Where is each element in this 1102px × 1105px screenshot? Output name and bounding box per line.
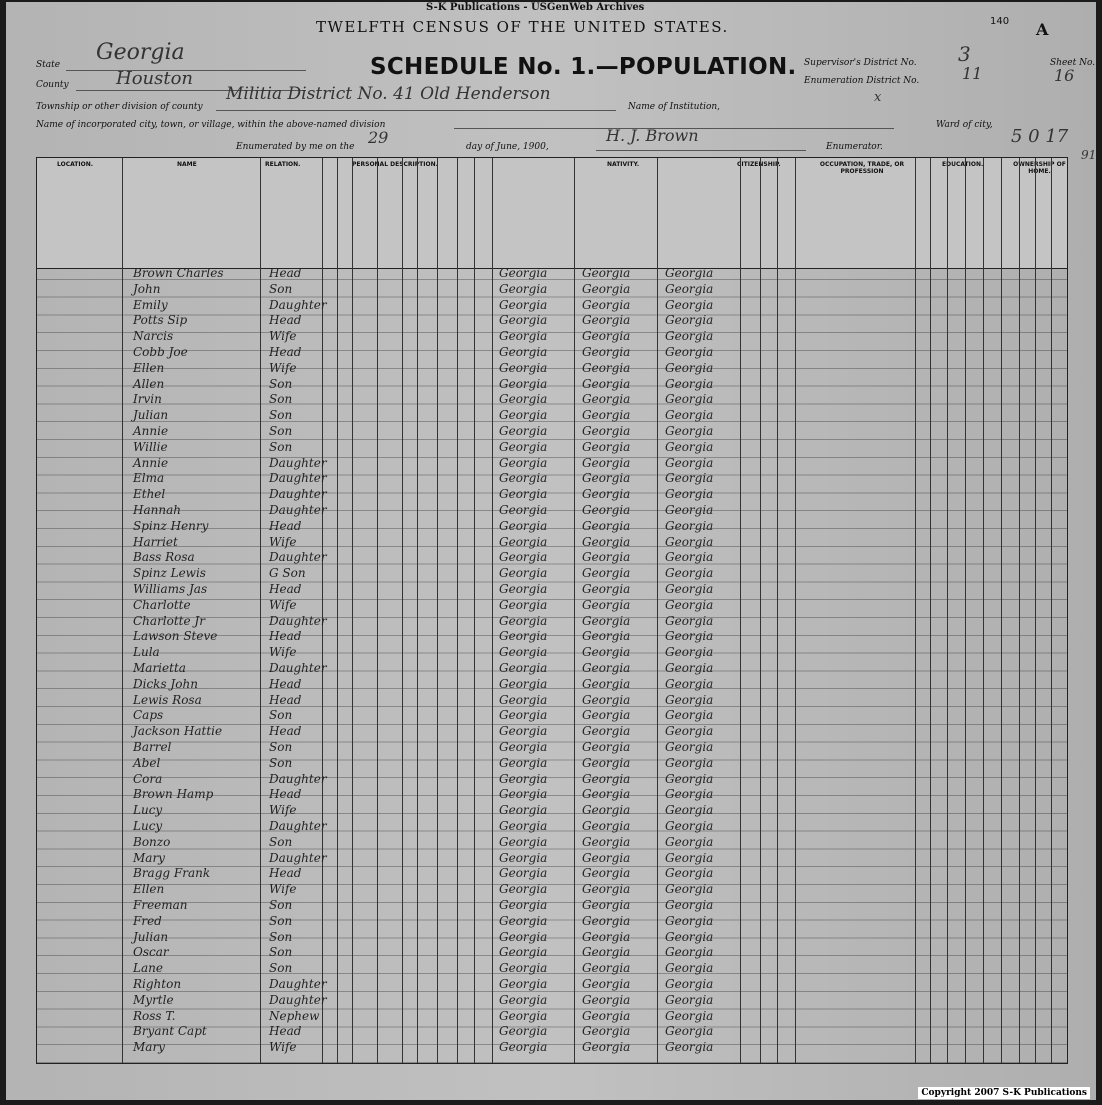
entry-birthplace: Georgia [499,439,548,454]
entry-father-birthplace: Georgia [582,518,631,533]
entry-father-birthplace: Georgia [582,392,631,407]
entry-father-birthplace: Georgia [582,645,631,660]
entry-birthplace: Georgia [499,929,548,944]
copyright-notice: Copyright 2007 S-K Publications [918,1087,1090,1099]
entry-relation: Daughter [269,661,327,675]
entry-birthplace: Georgia [499,266,548,280]
entry-mother-birthplace: Georgia [665,297,714,312]
entry-birthplace: Georgia [499,566,548,581]
page-letter: A [1036,20,1049,39]
entry-father-birthplace: Georgia [582,439,631,454]
entry-mother-birthplace: Georgia [665,313,714,328]
entry-relation: Wife [269,329,297,344]
entry-name: Brown Charles [133,266,224,280]
entry-father-birthplace: Georgia [582,534,631,549]
entry-father-birthplace: Georgia [582,961,631,976]
entry-mother-birthplace: Georgia [665,708,714,723]
entry-birthplace: Georgia [499,297,548,312]
entry-birthplace: Georgia [499,692,548,707]
entry-relation: Wife [269,1040,297,1055]
entry-father-birthplace: Georgia [582,676,631,691]
entry-birthplace: Georgia [499,661,548,675]
entry-name: Williams Jas [133,582,208,596]
entry-name: Narcis [133,329,174,344]
enumerator-name: H. J. Brown [606,126,699,145]
entry-father-birthplace: Georgia [582,755,631,770]
enumeration-value: 11 [962,64,983,83]
entry-name: Lane [133,961,163,976]
entry-name: Lawson Steve [133,629,218,644]
entry-birthplace: Georgia [499,755,548,770]
entry-father-birthplace: Georgia [582,803,631,818]
entry-mother-birthplace: Georgia [665,360,714,375]
entry-name: Harriet [133,534,178,549]
census-title: TWELFTH CENSUS OF THE UNITED STATES. [316,18,729,36]
entry-name: Myrtle [133,992,174,1007]
entry-name: Julian [133,408,169,423]
entry-father-birthplace: Georgia [582,281,631,296]
entry-name: Barrel [133,740,172,754]
header-relation: RELATION. [265,161,301,168]
entry-father-birthplace: Georgia [582,503,631,517]
entry-father-birthplace: Georgia [582,724,631,739]
entry-birthplace: Georgia [499,408,548,423]
entry-father-birthplace: Georgia [582,708,631,723]
entry-mother-birthplace: Georgia [665,787,714,802]
entry-father-birthplace: Georgia [582,471,631,486]
publisher-line: S-K Publications - USGenWeb Archives [426,2,645,13]
entry-father-birthplace: Georgia [582,1040,631,1055]
header-ownership: OWNERSHIP OF HOME. [1013,161,1066,175]
census-table [36,157,1068,1064]
entry-name: Oscar [133,945,169,960]
entry-name: Caps [133,708,164,723]
entry-father-birthplace: Georgia [582,408,631,423]
entry-name: Jackson Hattie [133,724,223,739]
entry-mother-birthplace: Georgia [665,345,714,359]
header-occupation: OCCUPATION, TRADE, OR PROFESSION [819,161,905,175]
entry-father-birthplace: Georgia [582,929,631,944]
entry-name: Ellen [133,360,165,375]
entry-relation: Head [269,582,302,596]
entry-name: Abel [133,755,161,770]
entry-relation: Son [269,834,293,849]
entry-name: Lula [133,645,160,660]
entry-relation: Wife [269,803,297,818]
entry-relation: Son [269,439,293,454]
entry-birthplace: Georgia [499,1024,548,1039]
state-value: Georgia [96,40,185,65]
incorporated-label: Name of incorporated city, town, or village, within the above-named division [36,120,386,130]
entry-relation: Daughter [269,455,327,470]
entry-relation: Daughter [269,550,327,565]
entry-father-birthplace: Georgia [582,345,631,359]
entry-name: Ross T. [133,1008,176,1023]
entry-mother-birthplace: Georgia [665,518,714,533]
entry-name: Mary [133,1040,165,1055]
entry-birthplace: Georgia [499,771,548,786]
entry-birthplace: Georgia [499,945,548,960]
entry-relation: Daughter [269,771,327,786]
entry-relation: Head [269,787,302,802]
entry-name: Lucy [133,803,163,818]
entry-mother-birthplace: Georgia [665,866,714,881]
entry-mother-birthplace: Georgia [665,392,714,407]
entry-name: Spinz Lewis [133,566,206,581]
township-value: Militia District No. 41 Old Henderson [226,84,551,104]
entry-birthplace: Georgia [499,708,548,723]
entry-father-birthplace: Georgia [582,313,631,328]
entry-name: Cobb Joe [133,345,188,359]
entry-name: Spinz Henry [133,518,209,533]
entry-name: Hannah [133,503,181,517]
entry-mother-birthplace: Georgia [665,1024,714,1039]
entry-name: Emily [133,297,168,312]
entry-father-birthplace: Georgia [582,740,631,754]
margin-number: 5 0 17 [1011,126,1069,147]
entry-birthplace: Georgia [499,819,548,833]
entry-relation: Daughter [269,503,327,517]
entry-name: Freeman [133,898,188,912]
entry-father-birthplace: Georgia [582,329,631,344]
entry-birthplace: Georgia [499,313,548,328]
entry-relation: Son [269,929,293,944]
entry-name: Annie [133,424,169,438]
entry-birthplace: Georgia [499,550,548,565]
entry-birthplace: Georgia [499,281,548,296]
entry-father-birthplace: Georgia [582,945,631,960]
entry-mother-birthplace: Georgia [665,740,714,754]
entry-mother-birthplace: Georgia [665,724,714,739]
header-name: NAME [177,161,197,168]
entry-mother-birthplace: Georgia [665,408,714,423]
entry-birthplace: Georgia [499,882,548,897]
entry-birthplace: Georgia [499,329,548,344]
entry-birthplace: Georgia [499,424,548,438]
entry-father-birthplace: Georgia [582,898,631,912]
entry-birthplace: Georgia [499,518,548,533]
entry-relation: Head [269,629,302,644]
enumeration-label: Enumeration District No. [804,76,920,86]
entry-mother-birthplace: Georgia [665,898,714,912]
entry-relation: Daughter [269,613,327,628]
entry-mother-birthplace: Georgia [665,771,714,786]
header-nativity: NATIVITY. [607,161,640,168]
entry-father-birthplace: Georgia [582,850,631,865]
entry-relation: Son [269,945,293,960]
entry-relation: Son [269,408,293,423]
entry-relation: Head [269,266,302,280]
entry-mother-birthplace: Georgia [665,803,714,818]
entry-relation: Wife [269,360,297,375]
entry-mother-birthplace: Georgia [665,613,714,628]
entry-birthplace: Georgia [499,503,548,517]
entry-father-birthplace: Georgia [582,266,631,280]
entry-relation: Head [269,724,302,739]
entry-birthplace: Georgia [499,898,548,912]
entry-name: Annie [133,455,169,470]
entry-mother-birthplace: Georgia [665,566,714,581]
column-headers [37,158,1067,269]
schedule-title: SCHEDULE No. 1.—POPULATION. [370,54,797,80]
entry-name: Potts Sip [133,313,188,328]
entry-relation: Daughter [269,819,327,833]
entry-relation: Wife [269,645,297,660]
entry-birthplace: Georgia [499,455,548,470]
entry-father-birthplace: Georgia [582,566,631,581]
entry-relation: Nephew [269,1008,320,1023]
entry-mother-birthplace: Georgia [665,755,714,770]
entry-birthplace: Georgia [499,977,548,991]
entry-mother-birthplace: Georgia [665,629,714,644]
entry-name: John [133,281,161,296]
entry-father-birthplace: Georgia [582,297,631,312]
entry-relation: Daughter [269,297,327,312]
entry-name: Bragg Frank [133,866,211,881]
entry-mother-birthplace: Georgia [665,471,714,486]
sheet-value: 16 [1054,66,1075,85]
entry-relation: Head [269,1024,302,1039]
entry-father-birthplace: Georgia [582,1008,631,1023]
entry-relation: Son [269,424,293,438]
entry-mother-birthplace: Georgia [665,439,714,454]
entry-relation: Son [269,376,293,391]
entry-father-birthplace: Georgia [582,771,631,786]
entry-mother-birthplace: Georgia [665,645,714,660]
entry-relation: Head [269,676,302,691]
entry-mother-birthplace: Georgia [665,882,714,897]
entry-relation: Son [269,913,293,928]
entry-father-birthplace: Georgia [582,582,631,596]
entry-relation: Head [269,692,302,707]
entry-mother-birthplace: Georgia [665,1008,714,1023]
entry-name: Ethel [133,487,166,502]
entry-birthplace: Georgia [499,724,548,739]
entry-name: Bass Rosa [133,550,195,565]
entry-mother-birthplace: Georgia [665,455,714,470]
entry-father-birthplace: Georgia [582,866,631,881]
entry-relation: Daughter [269,850,327,865]
entry-father-birthplace: Georgia [582,487,631,502]
entry-birthplace: Georgia [499,534,548,549]
ward-label: Ward of city, [936,120,993,130]
entry-name: Bonzo [133,834,171,849]
entry-mother-birthplace: Georgia [665,424,714,438]
entry-father-birthplace: Georgia [582,550,631,565]
entry-name: Mary [133,850,165,865]
entry-name: Elma [133,471,165,486]
entry-mother-birthplace: Georgia [665,992,714,1007]
entry-mother-birthplace: Georgia [665,834,714,849]
entry-name: Allen [133,376,165,391]
entry-mother-birthplace: Georgia [665,977,714,991]
header-citizenship: CITIZENSHIP. [737,161,781,168]
state-label: State [36,60,61,70]
entry-father-birthplace: Georgia [582,913,631,928]
entry-mother-birthplace: Georgia [665,376,714,391]
entry-relation: Head [269,345,302,359]
entry-birthplace: Georgia [499,913,548,928]
entry-birthplace: Georgia [499,787,548,802]
census-sheet: S-K Publications - USGenWeb Archives TWELFTH CENSUS OF THE UNITED STATES. 140 A SCHEDULE No. 1.—POPULATION. State Georgia County Houston Township or other division of county Militia District No. 41 Old Henderson Name of Institution, Name of incorporated city, town, or village, within the above-named division x Ward of city, Enumerated by me on the 29 day of June, 1900, H. J. Brown Enumerator. Supervisor's District No. 3 Enumeration District No. 11 Sheet No. 16 5 0 17 91 LOCATION. NAME RELATION. PERSONAL DESCRIPTION. NATIVITY. CITIZENSHIP. OCCUPATION, TRADE, OR PROFESSION EDUCATION. OWNERSHIP OF HOME. Brown Charles Head Georgia Georgia Georgia John Son Georgia Georgia Georgia Emily Daughter Georgia Georgia Georgia Potts Sip Head Georgia Georgia Georgia Narcis Wife Georgia Georgia Georgia Cobb Joe Head Georgia Georgia Georgia Ellen Wife Georgia Georgia Georgia Allen Son Georgia Georgia Georgia Irvin Son Georgia Georgia Georgia Julian Son Georgia Georgia Georgia Annie Son Georgia Georgia Georgia Willie Son Georgia Georgia Georgia Annie Daughter Georgia Georgia Georgia Elma Daughter Georgia Georgia Georgia Ethel Daughter Georgia Georgia Georgia Hannah Daughter Georgia Georgia Georgia Spinz Henry Head Georgia Georgia Georgia Harriet Wife Georgia Georgia Georgia Bass Rosa Daughter Georgia Georgia Georgia Spinz Lewis G Son Georgia Georgia Georgia Williams Jas Head Georgia Georgia Georgia Charlotte Wife Georgia Georgia Georgia Charlotte Jr Daughter Georgia Georgia Georgia Lawson Steve Head Georgia Georgia Georgia Lula Wife Georgia Georgia Georgia Marietta Daughter Georgia Georgia Georgia Dicks John Head Georgia Georgia Georgia Lewis Rosa Head Georgia Georgia Georgia Caps Son Georgia Georgia Georgia Jackson Hattie Head Georgia Georgia Georgia Barrel Son Georgia Georgia Georgia Abel Son Georgia Georgia Georgia Cora Daughter Georgia Georgia Georgia Brown Hamp Head Georgia Georgia Georgia Lucy Wife Georgia Georgia Georgia Lucy Daughter Georgia Georgia Georgia Bonzo Son Georgia Georgia Georgia Mary Daughter Georgia Georgia Georgia Bragg Frank Head Georgia Georgia Georgia Ellen Wife Georgia Georgia Georgia Freeman Son Georgia Georgia Georgia Fred Son Georgia Georgia Georgia Julian Son Georgia Georgia Georgia Oscar Son Georgia Georgia Georgia Lane Son Georgia Georgia Georgia Righton Daughter Georgia Georgia Georgia Myrtle Daughter Georgia Georgia Georgia Ross T. Nephew Georgia Georgia Georgia Bryant Capt Head Georgia Georgia Georgia Mary Wife Georgia Georgia Georgia Copyright 2007 S-K Publications [6,2,1096,1100]
entry-mother-birthplace: Georgia [665,550,714,565]
entry-birthplace: Georgia [499,487,548,502]
entry-mother-birthplace: Georgia [665,945,714,960]
entry-birthplace: Georgia [499,992,548,1007]
entry-father-birthplace: Georgia [582,819,631,833]
entry-mother-birthplace: Georgia [665,850,714,865]
entry-birthplace: Georgia [499,645,548,660]
entry-birthplace: Georgia [499,392,548,407]
supervisor-label: Supervisor's District No. [804,58,917,68]
entry-mother-birthplace: Georgia [665,819,714,833]
entry-mother-birthplace: Georgia [665,582,714,596]
entry-name: Irvin [133,392,162,407]
day-of-label: day of June, 1900, [466,142,549,152]
entry-birthplace: Georgia [499,676,548,691]
page-number: 140 [990,16,1010,27]
entry-birthplace: Georgia [499,803,548,818]
entry-mother-birthplace: Georgia [665,676,714,691]
entry-name: Bryant Capt [133,1024,207,1039]
entry-name: Cora [133,771,163,786]
header-education: EDUCATION. [942,161,984,168]
enumerated-label: Enumerated by me on the [236,142,355,152]
entry-relation: Son [269,898,293,912]
entry-name: Righton [133,977,182,991]
entry-relation: Head [269,866,302,881]
entry-relation: Daughter [269,992,327,1007]
supervisor-value: 3 [958,42,971,66]
entry-mother-birthplace: Georgia [665,692,714,707]
entry-relation: Wife [269,882,297,897]
entry-mother-birthplace: Georgia [665,329,714,344]
entry-relation: Head [269,313,302,328]
entry-birthplace: Georgia [499,961,548,976]
entry-relation: Daughter [269,977,327,991]
entry-birthplace: Georgia [499,597,548,612]
entry-father-birthplace: Georgia [582,977,631,991]
entry-mother-birthplace: Georgia [665,913,714,928]
entry-relation: Wife [269,597,297,612]
entry-father-birthplace: Georgia [582,661,631,675]
entry-name: Willie [133,439,168,454]
entry-mother-birthplace: Georgia [665,534,714,549]
entry-name: Dicks John [133,676,198,691]
entry-father-birthplace: Georgia [582,629,631,644]
entry-name: Lewis Rosa [133,692,202,707]
entry-birthplace: Georgia [499,629,548,644]
entry-relation: Son [269,281,293,296]
header-location: LOCATION. [57,161,94,168]
entry-relation: Wife [269,534,297,549]
entry-mother-birthplace: Georgia [665,266,714,280]
entry-name: Julian [133,929,169,944]
entry-name: Ellen [133,882,165,897]
entry-relation: G Son [269,566,306,581]
entry-birthplace: Georgia [499,582,548,596]
entry-name: Charlotte [133,597,191,612]
enumerator-label: Enumerator. [826,142,883,152]
county-value: Houston [116,68,194,89]
entry-birthplace: Georgia [499,834,548,849]
entry-relation: Son [269,740,293,754]
entry-name: Marietta [133,661,186,675]
entry-birthplace: Georgia [499,866,548,881]
entry-name: Brown Hamp [133,787,214,802]
enumerated-day: 29 [368,128,389,147]
entry-mother-birthplace: Georgia [665,1040,714,1055]
entry-relation: Son [269,392,293,407]
entry-mother-birthplace: Georgia [665,961,714,976]
entry-birthplace: Georgia [499,471,548,486]
entry-name: Lucy [133,819,163,833]
entry-father-birthplace: Georgia [582,360,631,375]
entry-birthplace: Georgia [499,1040,548,1055]
entry-relation: Son [269,961,293,976]
township-label: Township or other division of county [36,102,203,112]
entry-relation: Head [269,518,302,533]
county-label: County [36,80,69,90]
entry-birthplace: Georgia [499,376,548,391]
entry-mother-birthplace: Georgia [665,929,714,944]
entry-father-birthplace: Georgia [582,992,631,1007]
margin-number-2: 91 [1081,148,1097,162]
entry-relation: Son [269,708,293,723]
entry-birthplace: Georgia [499,613,548,628]
entry-mother-birthplace: Georgia [665,661,714,675]
entry-mother-birthplace: Georgia [665,281,714,296]
entry-birthplace: Georgia [499,360,548,375]
entry-mother-birthplace: Georgia [665,597,714,612]
entry-father-birthplace: Georgia [582,376,631,391]
entry-father-birthplace: Georgia [582,597,631,612]
entry-name: Charlotte Jr [133,613,205,628]
institution-label: Name of Institution, [628,102,721,112]
entry-birthplace: Georgia [499,345,548,359]
entry-birthplace: Georgia [499,850,548,865]
entry-relation: Daughter [269,487,327,502]
entry-father-birthplace: Georgia [582,787,631,802]
entry-father-birthplace: Georgia [582,1024,631,1039]
entry-father-birthplace: Georgia [582,613,631,628]
entry-mother-birthplace: Georgia [665,503,714,517]
header-personal: PERSONAL DESCRIPTION. [352,161,438,168]
entry-father-birthplace: Georgia [582,424,631,438]
entry-birthplace: Georgia [499,1008,548,1023]
entry-father-birthplace: Georgia [582,834,631,849]
entry-father-birthplace: Georgia [582,692,631,707]
entry-father-birthplace: Georgia [582,882,631,897]
entry-mother-birthplace: Georgia [665,487,714,502]
entry-relation: Daughter [269,471,327,486]
entry-name: Fred [133,913,162,928]
entry-relation: Son [269,755,293,770]
entry-birthplace: Georgia [499,740,548,754]
sheet-label: Sheet No. [1050,58,1096,68]
entry-father-birthplace: Georgia [582,455,631,470]
